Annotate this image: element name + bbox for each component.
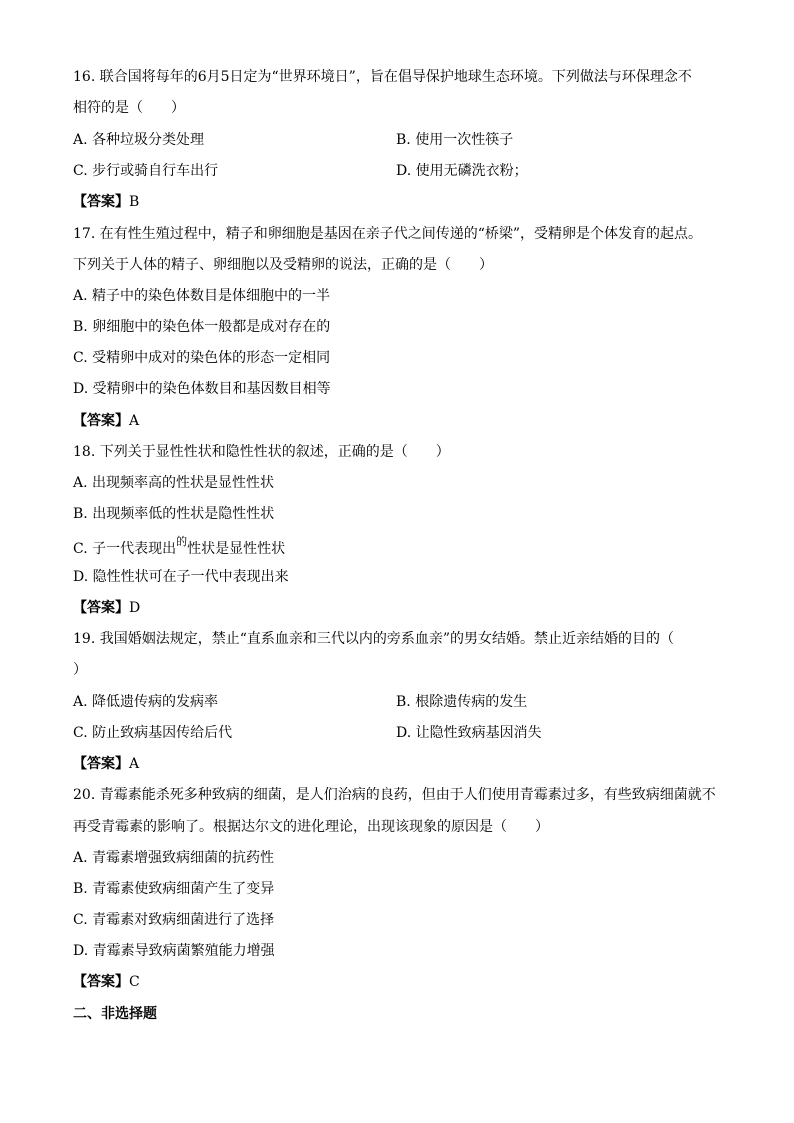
q19-answer (73, 755, 139, 773)
q16-answer (73, 193, 139, 211)
answer-label: 【答案】 (73, 194, 129, 210)
q19-option-b: B. 根除遗传病的发生 (396, 694, 528, 710)
q18-option-c (73, 535, 286, 559)
q16-option-a: A. 各种垃圾分类处理 (73, 132, 205, 148)
q17-option-d: D. 受精卵中的染色体数目和基因数目相等 (73, 381, 331, 397)
q17-answer (73, 412, 139, 430)
q18-option-c-post: 性状是显性性状 (187, 541, 286, 557)
answer-value: A (129, 413, 140, 429)
q19-stem-line1: 19. 我国婚姻法规定，禁止“直系血亲和三代以内的旁系血亲”的男女结婚。禁止近亲结婚的目的（ (73, 631, 675, 647)
q16-stem-line2: 相符的是（ ） (73, 100, 185, 116)
q19-option-d: D. 让隐性致病基因消失 (396, 725, 542, 741)
answer-label: 【答案】 (73, 413, 129, 429)
q20-answer (73, 973, 140, 991)
q19-option-a: A. 降低遗传病的发病率 (73, 694, 219, 710)
q18-option-d: D. 隐性性状可在子一代中表现出来 (73, 569, 289, 585)
q20-stem-line2: 再受青霉素的影响了。根据达尔文的进化理论，出现该现象的原因是（ ） (73, 819, 549, 835)
answer-value: B (129, 194, 140, 210)
q17-option-b: B. 卵细胞中的染色体一般都是成对存在的 (73, 319, 331, 335)
q16-stem-line1: 16. 联合国将每年的6月5日定为“世界环境日”，旨在倡导保护地球生态环境。下列做法与环保理念不 (73, 69, 692, 85)
q18-option-b: B. 出现频率低的性状是隐性性状 (73, 506, 275, 522)
q18-option-c-pre: C. 子一代表现出 (73, 541, 177, 557)
q17-option-a: A. 精子中的染色体数目是体细胞中的一半 (73, 288, 331, 304)
q17-stem-line2: 下列关于人体的精子、卵细胞以及受精卵的说法，正确的是（ ） (73, 257, 493, 273)
q20-option-d: D. 青霉素导致病菌繁殖能力增强 (73, 943, 275, 959)
answer-value: A (129, 756, 140, 772)
section-title: 二、非选择题 (73, 1006, 157, 1022)
q18-option-c-raised-char: 的 (176, 535, 188, 548)
q16-option-d: D. 使用无磷洗衣粉； (396, 163, 528, 179)
answer-label: 【答案】 (73, 974, 129, 990)
q17-option-c: C. 受精卵中成对的染色体的形态一定相同 (73, 350, 331, 366)
answer-label: 【答案】 (73, 756, 129, 772)
answer-value: C (129, 974, 140, 990)
q20-option-b: B. 青霉素使致病细菌产生了变异 (73, 881, 275, 897)
q18-stem-line1: 18. 下列关于显性性状和隐性性状的叙述，正确的是（ ） (73, 444, 450, 460)
q20-stem-line1: 20. 青霉素能杀死多种致病的细菌，是人们治病的良药，但由于人们使用青霉素过多，有些致病细菌就不 (73, 787, 716, 803)
q18-option-a: A. 出现频率高的性状是显性性状 (73, 475, 275, 491)
q18-answer (73, 599, 140, 617)
q16-option-b: B. 使用一次性筷子 (396, 132, 514, 148)
q20-option-a: A. 青霉素增强致病细菌的抗药性 (73, 850, 275, 866)
q16-option-c: C. 步行或骑自行车出行 (73, 163, 219, 179)
q19-stem-line2: ） (73, 662, 87, 678)
answer-value: D (129, 600, 141, 616)
answer-label: 【答案】 (73, 600, 129, 616)
q17-stem-line1: 17. 在有性生殖过程中，精子和卵细胞是基因在亲子代之间传递的“桥梁”，受精卵是个体发育的起点。 (73, 226, 703, 242)
q19-option-c: C. 防止致病基因传给后代 (73, 725, 233, 741)
q20-option-c: C. 青霉素对致病细菌进行了选择 (73, 912, 275, 928)
